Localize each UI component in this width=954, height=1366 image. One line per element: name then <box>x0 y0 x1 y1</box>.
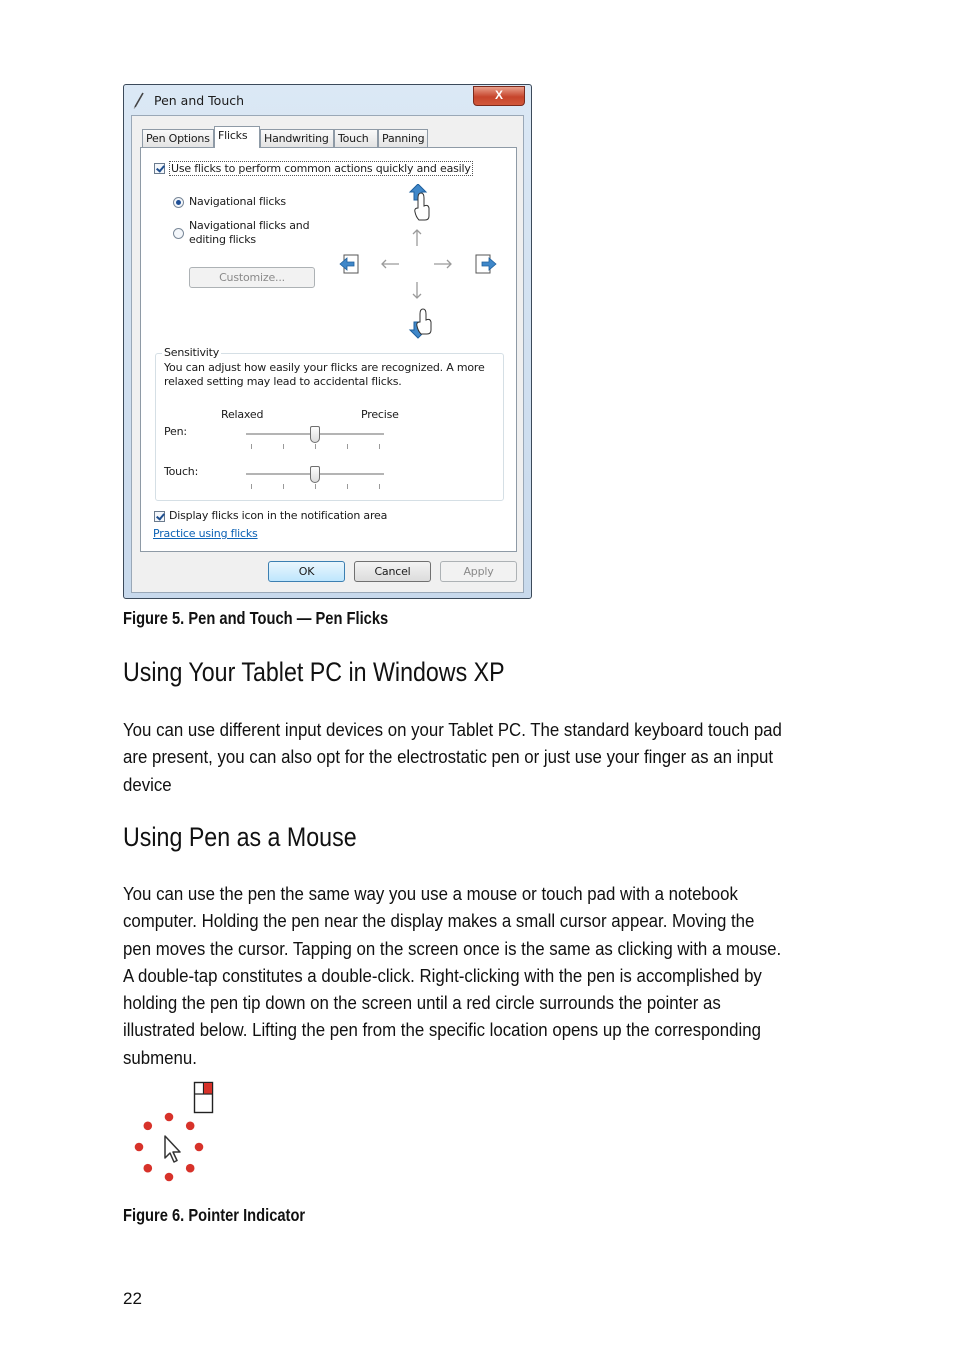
paragraph-line: A double-tap constitutes a double-click. Right-clicking with the pen is accomplished by <box>123 964 762 986</box>
sensitivity-description-1: You can adjust how easily your flicks are recognized. A more <box>164 361 485 374</box>
pen-icon <box>132 91 146 109</box>
tab-pen-options[interactable]: Pen Options <box>142 129 214 147</box>
slider-tick <box>283 444 284 449</box>
section-1-paragraph <box>123 716 851 798</box>
tab-flicks[interactable]: Flicks <box>214 126 260 148</box>
pointer-indicator-figure <box>128 1078 228 1190</box>
paragraph-line: holding the pen tip down on the screen until a red circle surrounds the pointer as <box>123 992 721 1014</box>
section-heading-pen-as-mouse: Using Pen as a Mouse <box>123 822 357 852</box>
dialog-title: Pen and Touch <box>154 93 245 108</box>
paragraph-line: are present, you can also opt for the electrostatic pen or just use your finger as an input <box>123 746 774 768</box>
pen-label: Pen: <box>164 425 187 438</box>
flick-directions-graphic <box>336 184 501 344</box>
apply-button[interactable]: Apply <box>440 561 517 582</box>
tab-panning[interactable]: Panning <box>378 129 428 147</box>
dialog-title-bar <box>132 91 512 111</box>
sensitivity-description-2: relaxed setting may lead to accidental flicks. <box>164 375 402 388</box>
paragraph-line: computer. Holding the pen near the display makes a small cursor appear. Moving the <box>123 910 755 932</box>
flicks-panel <box>140 147 517 552</box>
flick-arrows <box>382 230 451 298</box>
slider-tick <box>251 484 252 489</box>
red-dot <box>195 1143 204 1152</box>
use-flicks-label: Use flicks to perform common actions quickly and easily <box>171 162 471 175</box>
red-dot <box>165 1113 174 1122</box>
nav-edit-flicks-radio[interactable] <box>173 228 184 239</box>
right-click-mouse-icon <box>195 1083 213 1113</box>
practice-flicks-link[interactable]: Practice using flicks <box>153 527 258 540</box>
pen-and-touch-dialog <box>123 84 532 599</box>
slider-tick <box>251 444 252 449</box>
touch-label: Touch: <box>164 465 199 478</box>
section-heading-windows-xp: Using Your Tablet PC in Windows XP <box>123 657 505 687</box>
paragraph-line: device <box>123 773 172 795</box>
sensitivity-legend: Sensitivity <box>164 346 220 359</box>
cancel-button[interactable]: Cancel <box>354 561 431 582</box>
flick-up-hand-icon <box>410 184 429 220</box>
slider-tick <box>347 444 348 449</box>
touch-slider-thumb[interactable] <box>310 466 320 483</box>
flick-forward-page-icon <box>476 255 496 273</box>
figure-5-caption: Figure 5. Pen and Touch — Pen Flicks <box>123 608 389 628</box>
paragraph-line: pen moves the cursor. Tapping on the screen once is the same as clicking with a mouse. <box>123 937 782 959</box>
nav-edit-flicks-label-2: editing flicks <box>189 233 256 246</box>
red-dot <box>144 1164 153 1173</box>
paragraph-line: illustrated below. Lifting the pen from the specific location opens up the corresponding <box>123 1019 761 1041</box>
slider-tick <box>283 484 284 489</box>
display-flicks-icon-label: Display flicks icon in the notification area <box>169 509 388 522</box>
slider-tick <box>315 444 316 449</box>
slider-tick <box>379 444 380 449</box>
close-button[interactable]: X <box>473 86 525 106</box>
red-dot <box>135 1143 144 1152</box>
navigational-flicks-label: Navigational flicks <box>189 195 286 208</box>
paragraph-line: You can use different input devices on your Tablet PC. The standard keyboard touch pad <box>123 719 782 740</box>
paragraph-line: submenu. <box>123 1046 197 1068</box>
flick-back-page-icon <box>340 255 358 273</box>
slider-tick <box>347 484 348 489</box>
tab-touch[interactable]: Touch <box>334 129 378 147</box>
red-dot <box>144 1122 153 1131</box>
sensitivity-group <box>155 346 504 501</box>
page-number: 22 <box>123 1289 142 1308</box>
dialog-body <box>131 115 524 593</box>
use-flicks-checkbox[interactable] <box>154 163 165 174</box>
customize-button[interactable]: Customize... <box>189 267 315 288</box>
red-dot <box>186 1122 195 1131</box>
tab-handwriting[interactable]: Handwriting <box>260 129 334 147</box>
slider-tick <box>379 484 380 489</box>
pointer-arrow-icon <box>165 1136 180 1162</box>
red-dot <box>186 1164 195 1173</box>
relaxed-label: Relaxed <box>221 408 264 421</box>
navigational-flicks-radio[interactable] <box>173 197 184 208</box>
paragraph-line: You can use the pen the same way you use a mouse or touch pad with a notebook <box>123 883 738 904</box>
nav-edit-flicks-label-1: Navigational flicks and <box>189 219 310 232</box>
figure-6-caption: Figure 6. Pointer Indicator <box>123 1205 306 1225</box>
pen-slider-thumb[interactable] <box>310 426 320 443</box>
section-2-paragraph <box>123 880 850 1071</box>
red-dot <box>165 1173 174 1182</box>
slider-tick <box>315 484 316 489</box>
display-flicks-icon-checkbox[interactable] <box>154 511 165 522</box>
precise-label: Precise <box>361 408 399 421</box>
flick-down-hand-icon <box>410 309 431 338</box>
ok-button[interactable]: OK <box>268 561 345 582</box>
